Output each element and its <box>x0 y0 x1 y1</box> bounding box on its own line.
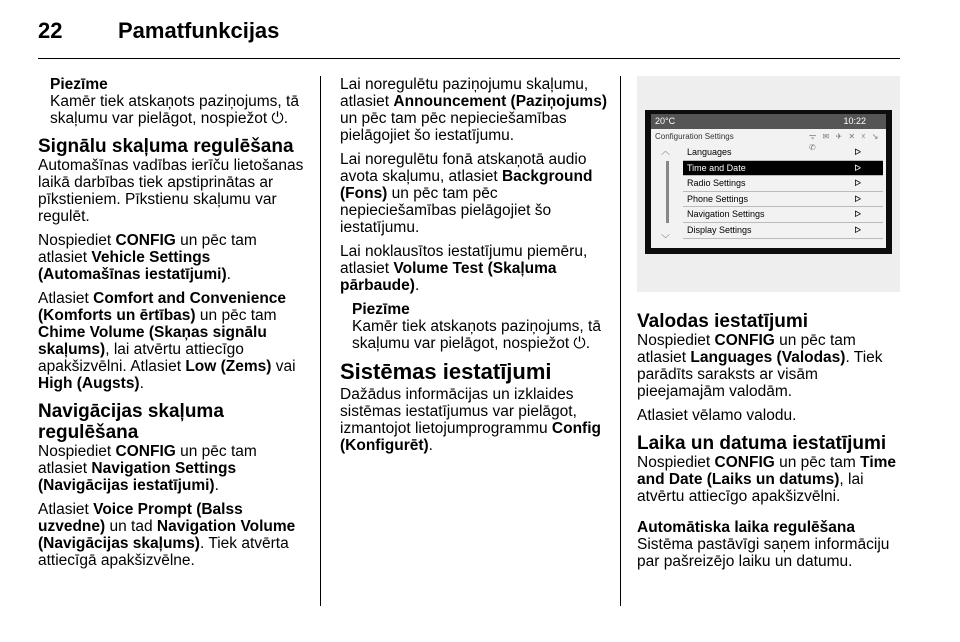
scroll-up-icon: ︿ <box>661 146 671 156</box>
paragraph: Atlasiet Comfort and Convenience (Komforts un ērtības) un pēc tam Chime Volume (Skaņas signālu skaļums), lai atvērtu attiecīgo apakšizvēlni. Atlasiet Low (Zems) vai High (Augsts). <box>38 290 296 392</box>
status-bar <box>651 114 886 129</box>
note-text-line: skaļumu var pielāgot, nospiežot ⏻. <box>352 335 590 352</box>
chevron-right-icon: ᐅ <box>854 193 861 204</box>
section-heading: Laika un datuma iestatījumi <box>637 433 887 454</box>
paragraph: Nospiediet CONFIG un pēc tam atlasiet Languages (Valodas). Tiek parādīts saraksts ar visām pieejamajām valodām. <box>637 332 883 400</box>
chevron-right-icon: ᐅ <box>854 224 861 235</box>
section-heading: Navigācijas skaļuma regulēšana <box>38 401 224 443</box>
note-text-line: skaļumu var pielāgot, nospiežot ⏻. <box>50 110 288 127</box>
note-text-line: Kamēr tiek atskaņots paziņojums, tā <box>352 318 601 335</box>
chevron-right-icon: ᐅ <box>854 162 861 173</box>
section-heading: Signālu skaļuma regulēšana <box>38 136 294 157</box>
paragraph: Nospiediet CONFIG un pēc tam Time and Date (Laiks un datums), lai atvērtu attiecīgo apakšizvēlni. <box>637 454 897 505</box>
column-1 <box>38 76 310 576</box>
screen-heading: Configuration Settings <box>655 132 734 141</box>
column-2 <box>340 76 610 461</box>
page-number: 22 <box>38 18 63 43</box>
section-heading: Valodas iestatījumi <box>637 311 809 332</box>
note-text-line: Kamēr tiek atskaņots paziņojums, tā <box>50 93 299 110</box>
note-title: Piezīme <box>352 301 410 318</box>
menu-item: Radio Settings ᐅ <box>683 176 883 192</box>
column-3 <box>637 302 905 577</box>
menu-item: Display Settings ᐅ <box>683 223 883 239</box>
paragraph: Nospiediet CONFIG un pēc tam atlasiet Navigation Settings (Navigācijas iestatījumi). <box>38 443 257 494</box>
paragraph: Lai noregulētu paziņojumu skaļumu, atlasiet Announcement (Paziņojums) un pēc tam pēc nepieciešamības pielāgojiet šo iestatījumu. <box>340 76 607 144</box>
header-rule <box>38 58 900 59</box>
chevron-right-icon: ᐅ <box>854 209 861 220</box>
paragraph: Sistēma pastāvīgi saņem informāciju par pašreizējo laiku un datumu. <box>637 536 890 570</box>
display-screenshot <box>637 76 900 292</box>
column-divider <box>620 76 621 606</box>
chapter-heading: Sistēmas iestatījumi <box>340 359 552 384</box>
paragraph: Automašīnas vadības ierīču lietošanas laikā darbības tiek apstiprinātas ar pīkstieniem. Pīkstienu skaļumu var regulēt. <box>38 157 304 225</box>
note-box <box>38 76 310 127</box>
paragraph: Atlasiet vēlamo valodu. <box>637 407 797 424</box>
subsection-heading: Automātiska laika regulēšana <box>637 519 855 536</box>
chevron-right-icon: ᐅ <box>854 147 861 157</box>
paragraph: Nospiediet CONFIG un pēc tam atlasiet Vehicle Settings (Automašīnas iestatījumi). <box>38 232 257 283</box>
paragraph: Dažādus informācijas un izklaides sistēmas iestatījumus var pielāgot, izmantojot lietojumprogrammu Config (Konfigurēt). <box>340 386 601 454</box>
menu-item-selected: Time and Date ᐅ <box>683 161 883 177</box>
menu-item: Navigation Settings ᐅ <box>683 207 883 223</box>
paragraph: Lai noklausītos iestatījumu piemēru, atlasiet Volume Test (Skaļuma pārbaude). <box>340 243 588 294</box>
display-bezel <box>645 110 892 254</box>
paragraph: Lai noregulētu fonā atskaņotā audio avota skaļumu, atlasiet Background (Fons) un pēc tam pēc nepieciešamības pielāgojiet šo iestatījumu. <box>340 151 593 236</box>
scrollbar <box>666 161 669 223</box>
temperature-readout: 20°C <box>655 116 676 126</box>
page-title: Pamatfunkcijas <box>118 18 280 43</box>
paragraph: Atlasiet Voice Prompt (Balss uzvedne) un tad Navigation Volume (Navigācijas skaļums). Tiek atvērta attiecīgā apakšizvēlne. <box>38 501 296 569</box>
clock-readout: 10:22 <box>843 116 866 126</box>
settings-menu <box>683 145 883 239</box>
menu-item: Languages ᐅ <box>683 145 883 161</box>
page-header <box>0 0 960 60</box>
column-divider <box>320 76 321 606</box>
scroll-down-icon: ﹀ <box>661 234 671 244</box>
note-title: Piezīme <box>50 76 108 93</box>
display-content <box>651 114 886 248</box>
note-box <box>340 301 610 352</box>
menu-item: Phone Settings ᐅ <box>683 192 883 208</box>
chevron-right-icon: ᐅ <box>854 178 861 189</box>
status-icons: ᯤ ✉ ✈ ✕ ☓ ↘ ✆ <box>809 132 881 152</box>
